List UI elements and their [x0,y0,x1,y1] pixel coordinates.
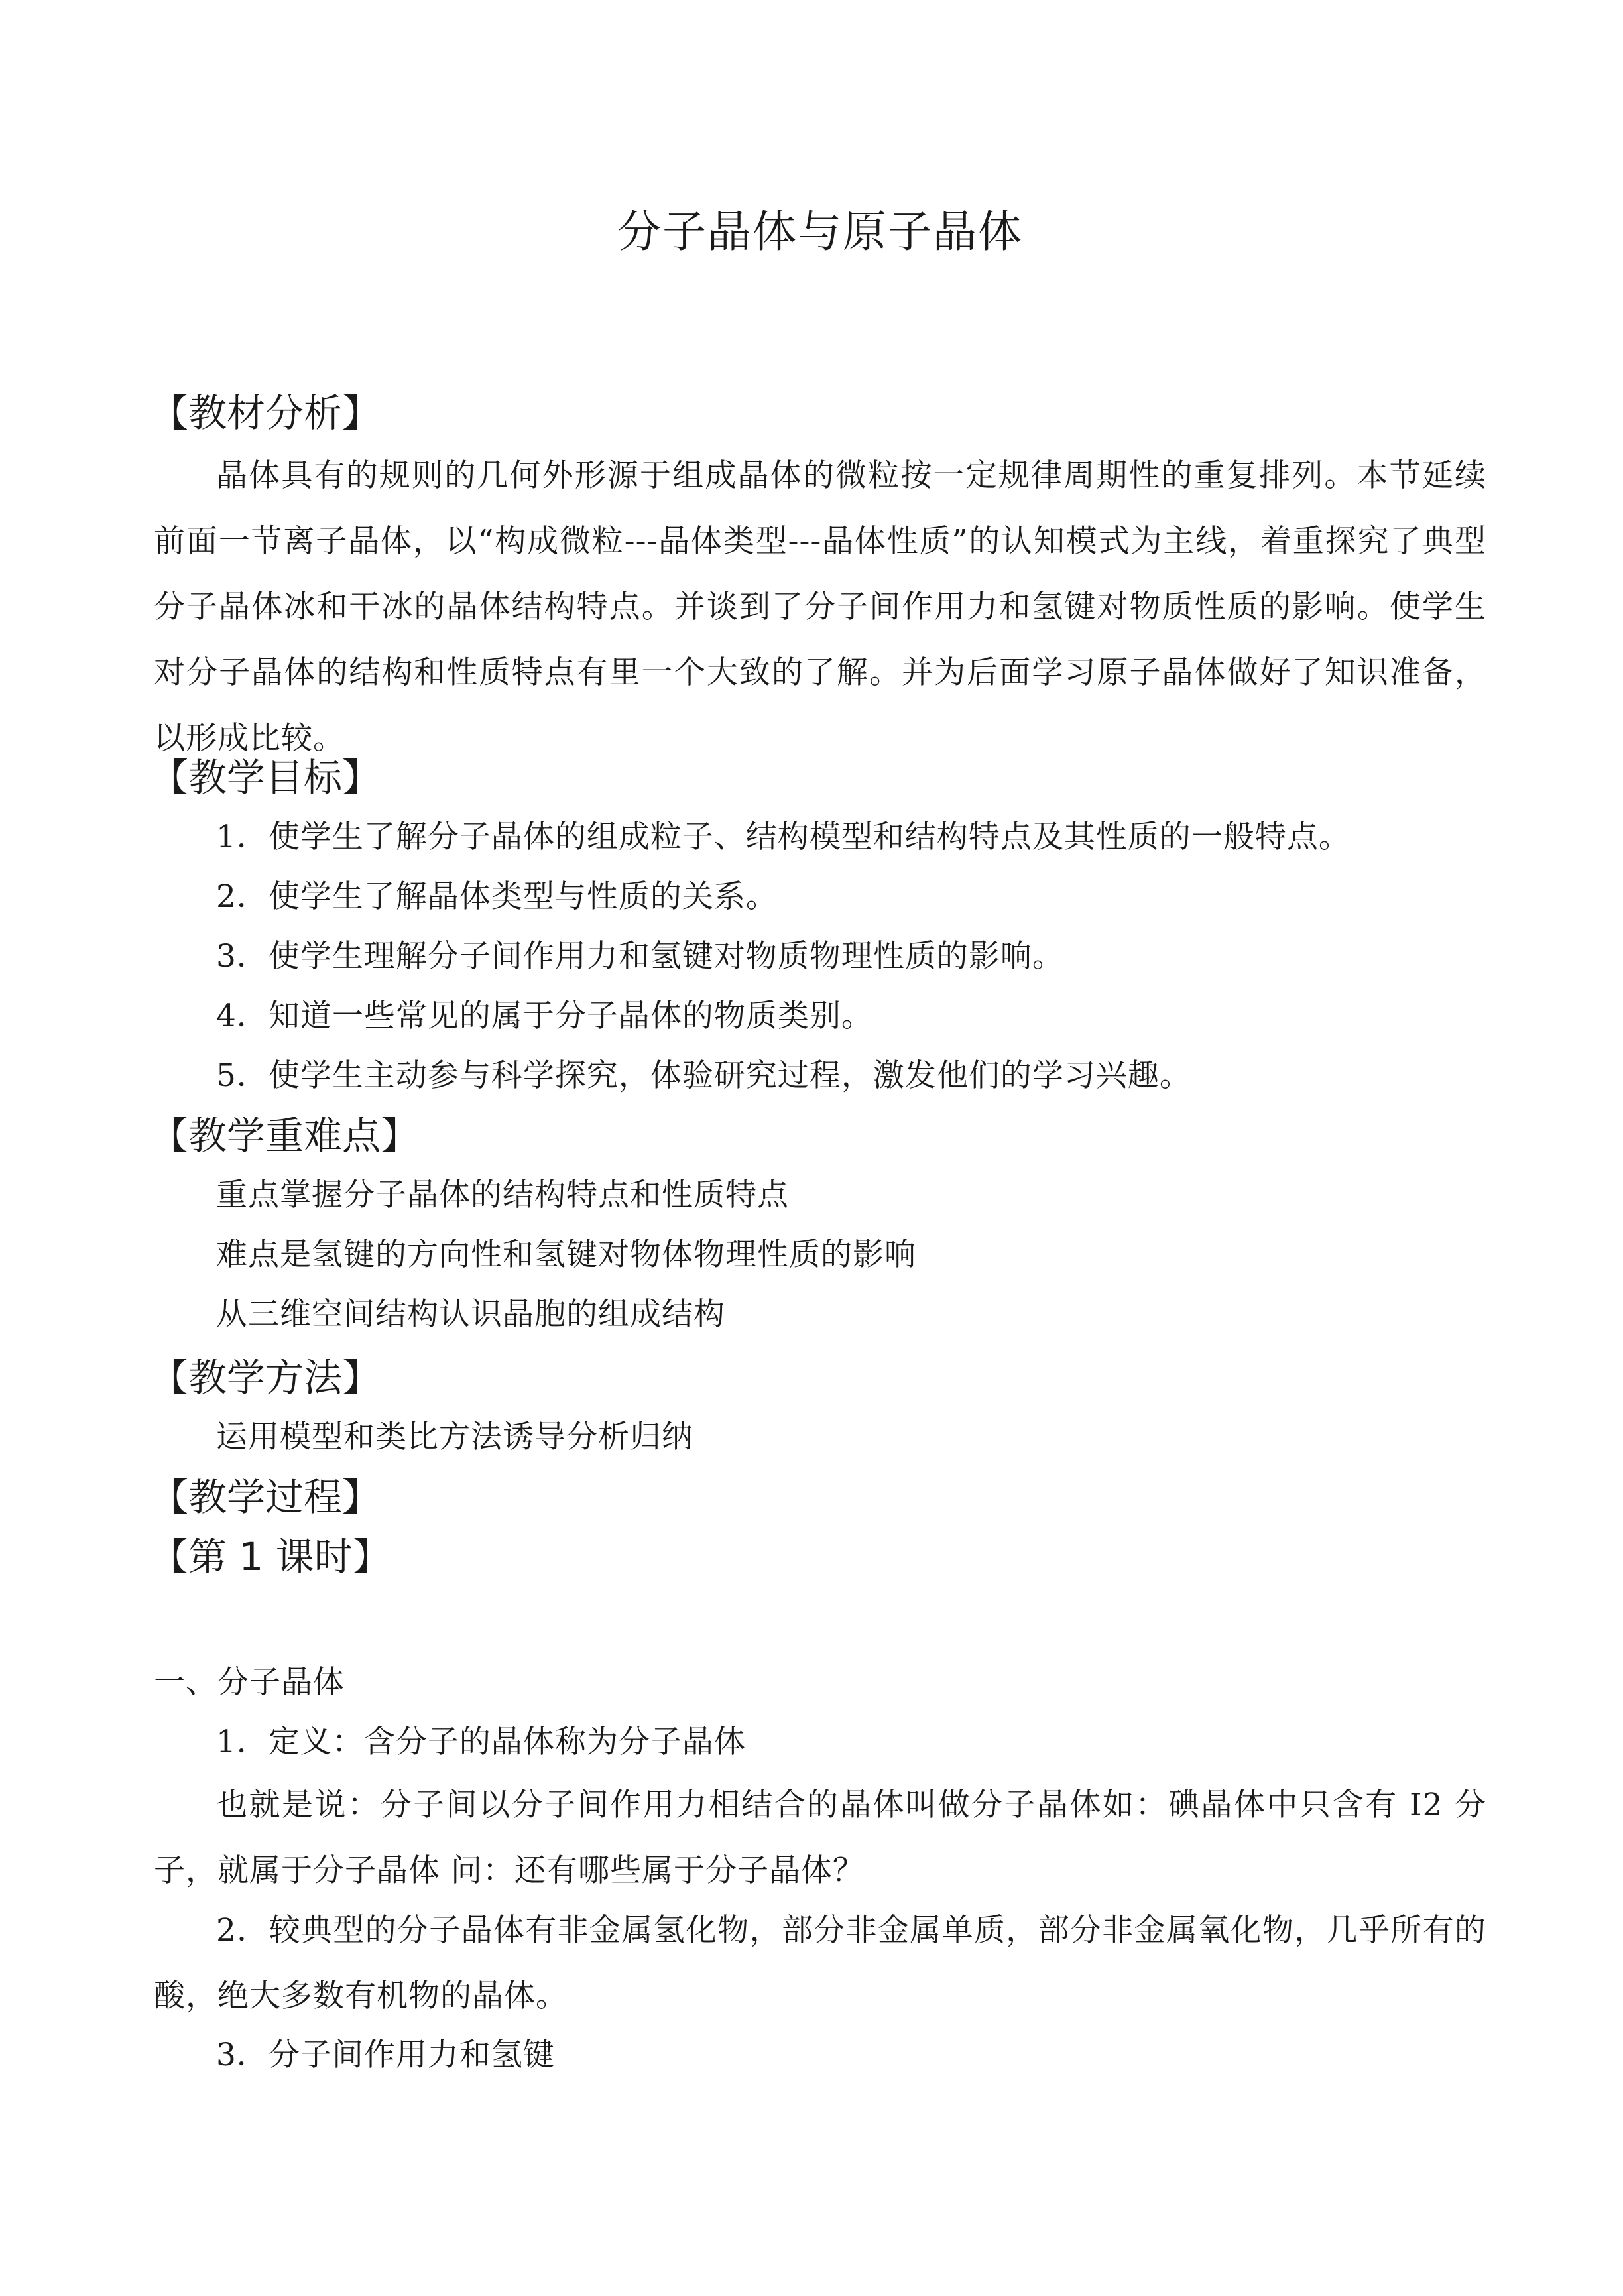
key-point-2: 难点是氢键的方向性和氢键对物体物理性质的影响 [216,1237,916,1273]
heading-teaching-process: 【教学过程】 [150,1475,381,1520]
material-analysis-paragraph: 晶体具有的规则的几何外形源于组成晶体的微粒按一定规律周期性的重复排列。本节延续前面一节离子晶体，以“构成微粒---晶体类型---晶体性质”的认知模式为主线，着重探究了典型分子晶体冰和干冰的晶体结构特点。并谈到了分子间作用力和氢键对物质性质的影响。使学生对分子晶体的结构和性质特点有里一个大致的了解。并为后面学习原子晶体做好了知识准备，以形成比较。 [154,457,1486,756]
goal-item-1: 1．使学生了解分子晶体的组成粒子、结构模型和结构特点及其性质的一般特点。 [216,819,1351,855]
goal-item-4: 4．知道一些常见的属于分子晶体的物质类别。 [216,998,873,1034]
goal-item-5: 5．使学生主动参与科学探究，体验研究过程，激发他们的学习兴趣。 [216,1057,1191,1094]
document-page [150,0,1486,2296]
section-molecular-crystal-title: 一、分子晶体 [154,1664,345,1701]
heading-key-difficult-points: 【教学重难点】 [150,1113,420,1158]
teaching-method-1: 运用模型和类比方法诱导分析归纳 [216,1419,693,1455]
page-title: 分子晶体与原子晶体 [617,206,1023,257]
definition-line: 1．定义：含分子的晶体称为分子晶体 [216,1724,746,1760]
heading-teaching-goals: 【教学目标】 [150,755,381,800]
heading-teaching-methods: 【教学方法】 [150,1355,381,1400]
typical-crystals-paragraph: 2．较典型的分子晶体有非金属氢化物，部分非金属单质，部分非金属氧化物，几乎所有的酸，绝大多数有机物的晶体。 [154,1912,1486,2014]
heading-lesson-one: 【第 1 课时】 [150,1534,391,1579]
heading-material-analysis: 【教材分析】 [150,391,381,436]
subsection-forces-hydrogen-bond: 3．分子间作用力和氢键 [216,2037,555,2073]
goal-item-2: 2．使学生了解晶体类型与性质的关系。 [216,878,778,915]
key-point-1: 重点掌握分子晶体的结构特点和性质特点 [216,1177,789,1213]
goal-item-3: 3．使学生理解分子间作用力和氢键对物质物理性质的影响。 [216,938,1064,975]
explanation-paragraph: 也就是说：分子间以分子间作用力相结合的晶体叫做分子晶体如：碘晶体中只含有 I2 分子，就属于分子晶体 问：还有哪些属于分子晶体？ [154,1787,1486,1889]
key-point-3: 从三维空间结构认识晶胞的组成结构 [216,1296,725,1333]
